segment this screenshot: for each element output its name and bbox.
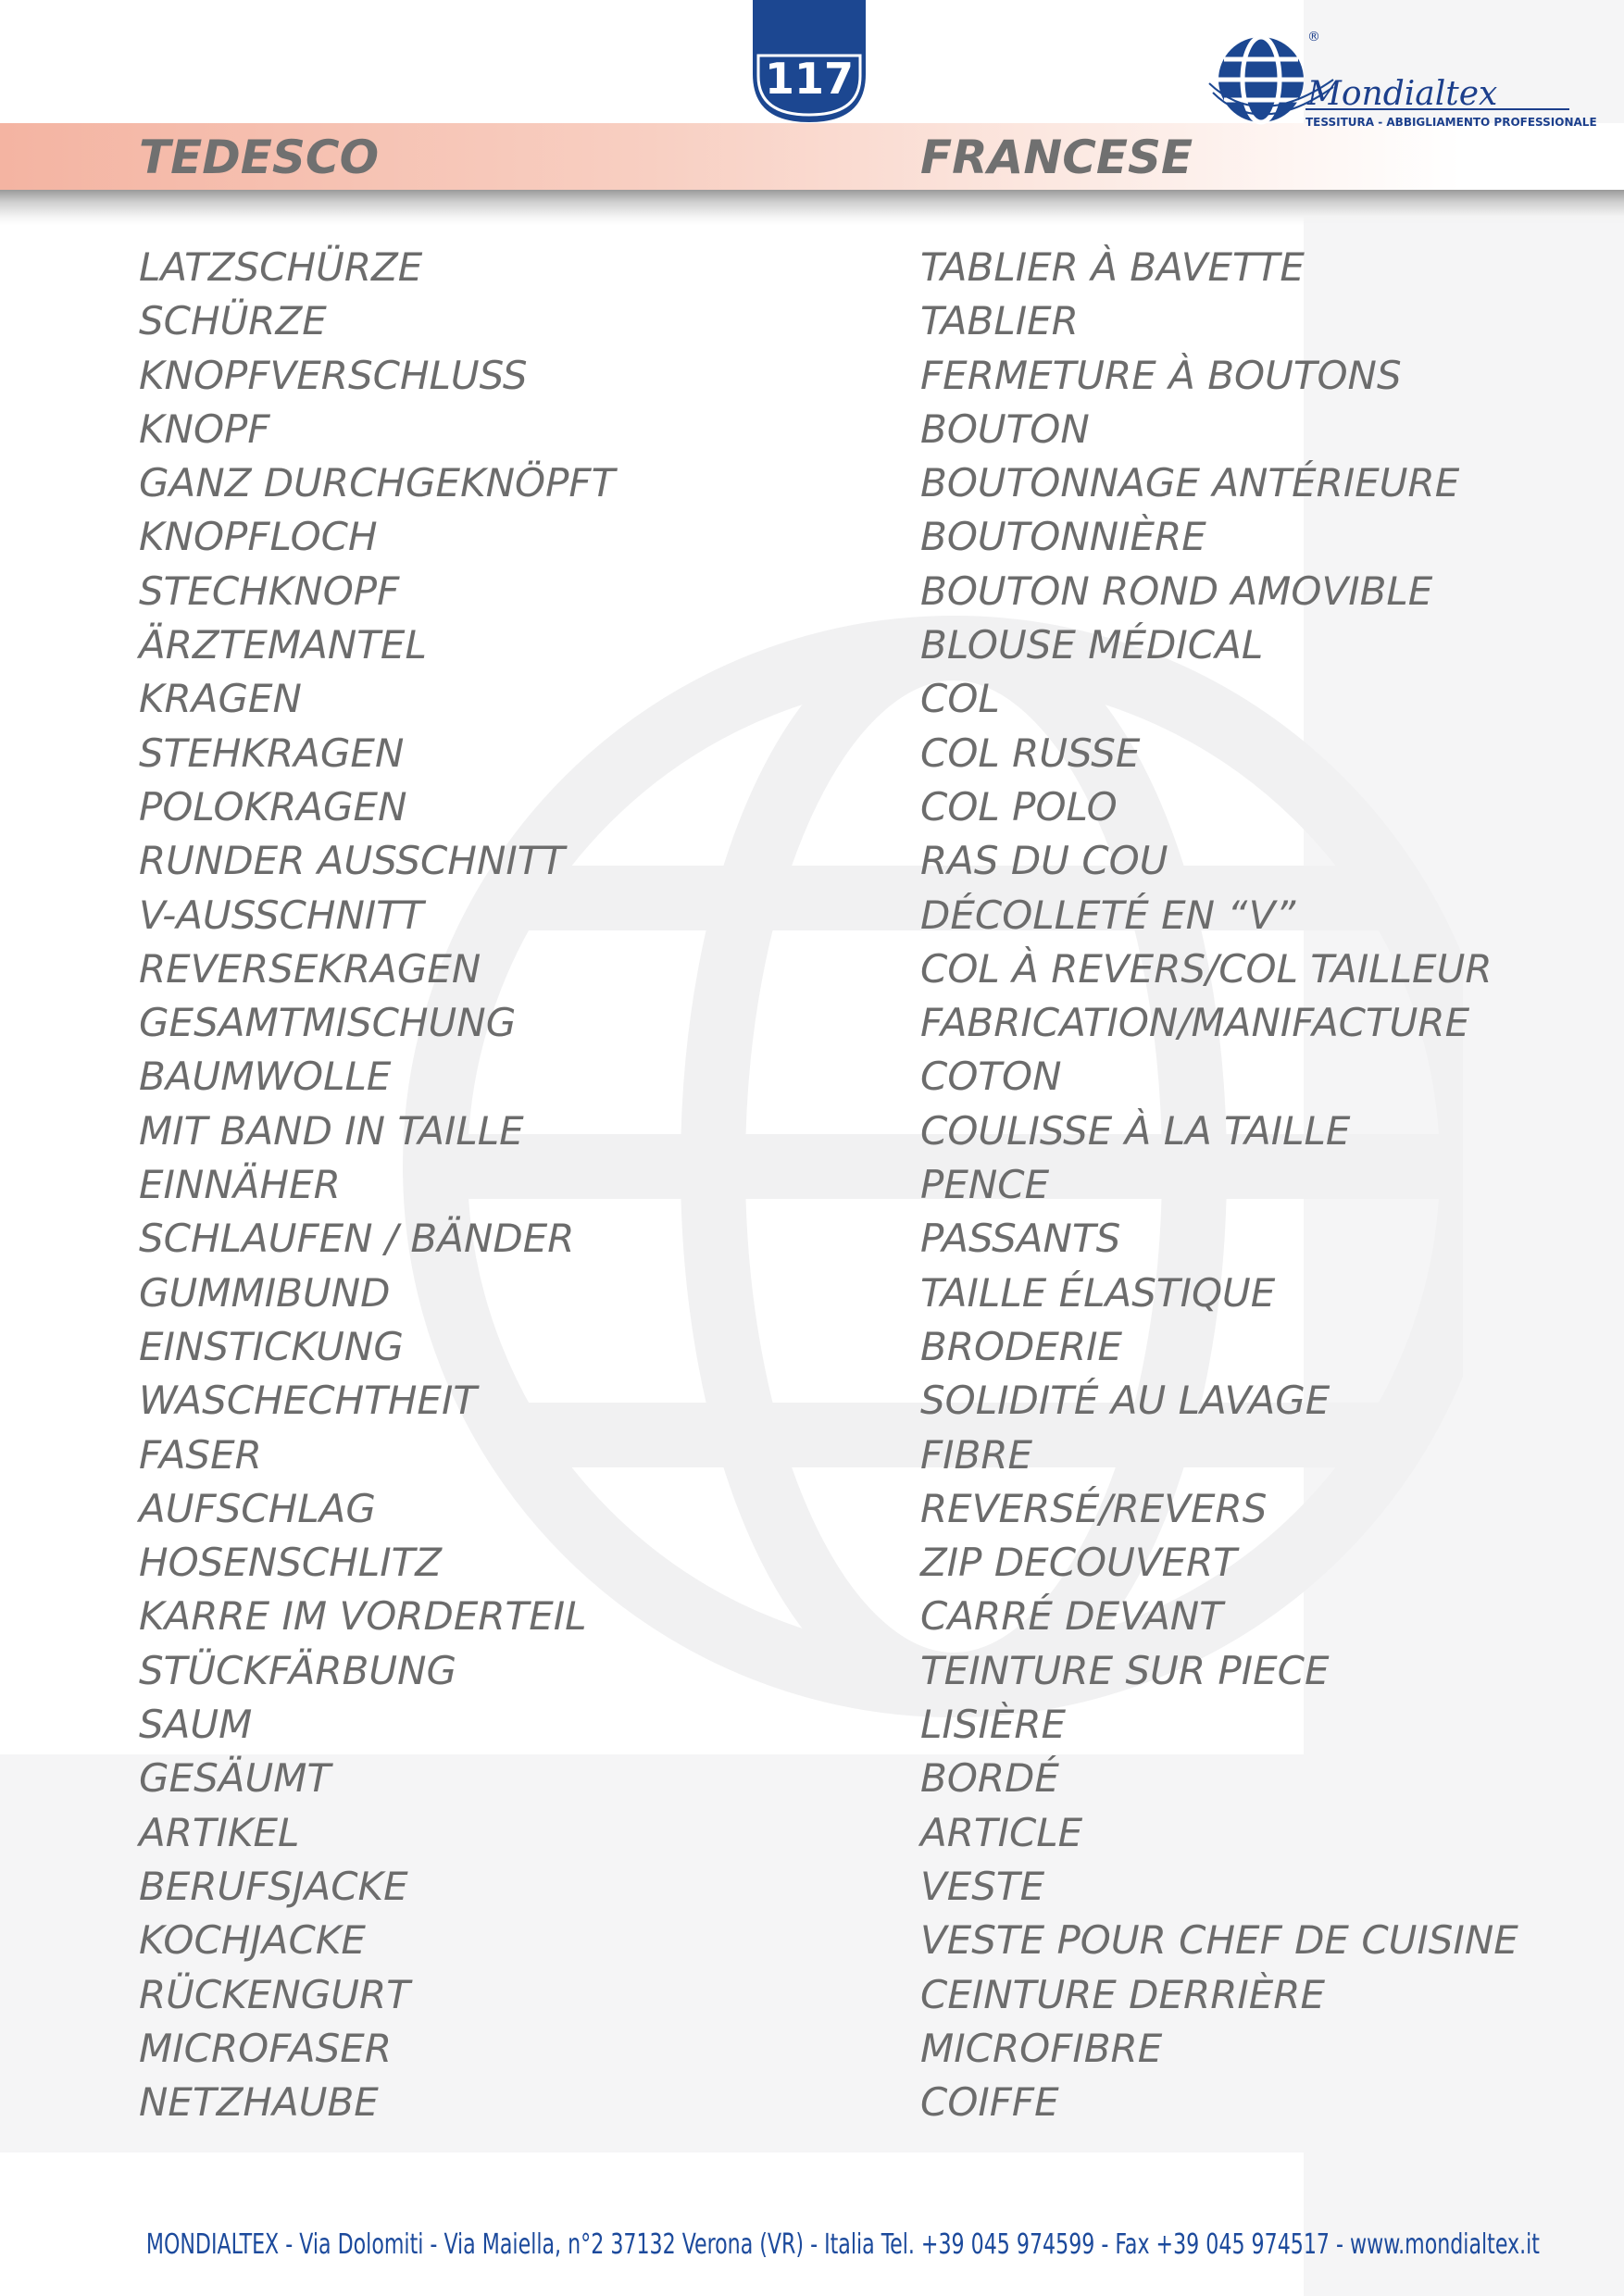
term-german: STECHKNOPF bbox=[139, 568, 400, 614]
glossary-row bbox=[0, 672, 1624, 726]
term-german: BAUMWOLLE bbox=[139, 1054, 392, 1100]
brand-tagline: TESSITURA - ABBIGLIAMENTO PROFESSIONALE bbox=[1305, 116, 1597, 129]
page-number-tab bbox=[753, 0, 866, 122]
term-german: ARTIKEL bbox=[139, 1809, 300, 1855]
term-german: STÜCKFÄRBUNG bbox=[139, 1647, 457, 1693]
term-french: COTON bbox=[920, 1054, 1062, 1100]
glossary-row bbox=[0, 1644, 1624, 1698]
term-french: FABRICATION/MANIFACTURE bbox=[920, 1000, 1470, 1046]
term-french: COL POLO bbox=[920, 783, 1118, 830]
glossary-row bbox=[0, 1860, 1624, 1914]
term-german: GANZ DURCHGEKNÖPFT bbox=[139, 460, 616, 506]
term-french: LISIÈRE bbox=[920, 1702, 1067, 1748]
glossary-row bbox=[0, 1968, 1624, 2022]
term-german: NETZHAUBE bbox=[139, 2079, 379, 2126]
term-french: FERMETURE À BOUTONS bbox=[920, 352, 1402, 398]
term-french: TABLIER À BAVETTE bbox=[920, 244, 1305, 290]
glossary-row bbox=[0, 565, 1624, 618]
glossary-row bbox=[0, 996, 1624, 1050]
term-german: FASER bbox=[139, 1431, 262, 1478]
term-french: COL À REVERS/COL TAILLEUR bbox=[920, 945, 1493, 992]
term-french: TABLIER bbox=[920, 298, 1079, 344]
term-german: EINSTICKUNG bbox=[139, 1323, 404, 1369]
term-french: RAS DU COU bbox=[920, 838, 1168, 884]
term-french: CARRÉ DEVANT bbox=[920, 1593, 1223, 1640]
glossary-row bbox=[0, 1536, 1624, 1590]
term-german: LATZSCHÜRZE bbox=[139, 244, 423, 290]
term-french: VESTE bbox=[920, 1863, 1045, 1909]
term-german: MIT BAND IN TAILLE bbox=[139, 1107, 524, 1154]
term-german: ÄRZTEMANTEL bbox=[139, 622, 427, 668]
column-heading-french: FRANCESE bbox=[920, 131, 1193, 184]
registered-mark: ® bbox=[1307, 30, 1320, 44]
term-german: SCHÜRZE bbox=[139, 298, 327, 344]
footer-contact: MONDIALTEX - Via Dolomiti - Via Maiella, n°2 37132 Verona (VR) - Italia Tel. +39 045 974599 - Fax +39 045 974517 - www.mondialtex.it bbox=[145, 2228, 1540, 2261]
term-french: ZIP DECOUVERT bbox=[920, 1540, 1237, 1586]
glossary-row bbox=[0, 1752, 1624, 1805]
glossary-row bbox=[0, 2022, 1624, 2076]
term-german: REVERSEKRAGEN bbox=[139, 945, 481, 992]
term-german: GESÄUMT bbox=[139, 1755, 331, 1802]
term-french: COL RUSSE bbox=[920, 730, 1141, 776]
term-german: RUNDER AUSSCHNITT bbox=[139, 838, 566, 884]
term-german: KOCHJACKE bbox=[139, 1917, 366, 1964]
term-french: ARTICLE bbox=[920, 1809, 1083, 1855]
glossary-row bbox=[0, 1104, 1624, 1158]
term-french: FIBRE bbox=[920, 1431, 1033, 1478]
term-french: MICROFIBRE bbox=[920, 2025, 1163, 2071]
glossary-row bbox=[0, 1590, 1624, 1643]
glossary-row bbox=[0, 1429, 1624, 1482]
brand-name: Mondialtex bbox=[1307, 75, 1498, 113]
glossary-row bbox=[0, 403, 1624, 456]
term-french: CEINTURE DERRIÈRE bbox=[920, 1971, 1326, 2017]
term-french: REVERSÉ/REVERS bbox=[920, 1485, 1268, 1531]
term-french: VESTE POUR CHEF DE CUISINE bbox=[920, 1917, 1518, 1964]
term-german: KRAGEN bbox=[139, 676, 302, 722]
glossary-row bbox=[0, 1212, 1624, 1266]
term-french: BOUTON ROND AMOVIBLE bbox=[920, 568, 1433, 614]
page-number: 117 bbox=[764, 54, 855, 104]
glossary-row bbox=[0, 1374, 1624, 1428]
term-french: BORDÉ bbox=[920, 1755, 1059, 1802]
glossary-row bbox=[0, 349, 1624, 403]
term-french: COULISSE À LA TAILLE bbox=[920, 1107, 1351, 1154]
term-german: KNOPFVERSCHLUSS bbox=[139, 352, 528, 398]
glossary-row bbox=[0, 942, 1624, 996]
glossary-row bbox=[0, 241, 1624, 294]
term-french: COIFFE bbox=[920, 2079, 1059, 2126]
term-french: BLOUSE MÉDICAL bbox=[920, 622, 1264, 668]
term-german: KARRE IM VORDERTEIL bbox=[139, 1593, 587, 1640]
glossary-row bbox=[0, 889, 1624, 942]
term-french: PASSANTS bbox=[920, 1216, 1121, 1262]
column-heading-german: TEDESCO bbox=[139, 131, 380, 184]
glossary-row bbox=[0, 727, 1624, 780]
glossary-row bbox=[0, 1267, 1624, 1320]
term-german: EINNÄHER bbox=[139, 1162, 341, 1208]
glossary-row bbox=[0, 1698, 1624, 1752]
term-french: BOUTONNIÈRE bbox=[920, 514, 1206, 560]
glossary-row bbox=[0, 1482, 1624, 1536]
term-german: V-AUSSCHNITT bbox=[139, 892, 424, 938]
term-german: MICROFASER bbox=[139, 2025, 392, 2071]
glossary-row bbox=[0, 780, 1624, 834]
term-german: GESAMTMISCHUNG bbox=[139, 1000, 517, 1046]
term-german: WASCHECHTHEIT bbox=[139, 1378, 477, 1424]
term-german: KNOPF bbox=[139, 406, 270, 452]
term-french: TEINTURE SUR PIECE bbox=[920, 1647, 1330, 1693]
glossary-row bbox=[0, 2076, 1624, 2129]
term-german: RÜCKENGURT bbox=[139, 1971, 410, 2017]
glossary-row bbox=[0, 456, 1624, 510]
term-german: BERUFSJACKE bbox=[139, 1863, 408, 1909]
brand-logo bbox=[1204, 28, 1597, 134]
term-german: SCHLAUFEN / BÄNDER bbox=[139, 1216, 575, 1262]
term-french: DÉCOLLETÉ EN “V” bbox=[920, 892, 1296, 938]
term-french: BOUTONNAGE ANTÉRIEURE bbox=[920, 460, 1460, 506]
term-german: STEHKRAGEN bbox=[139, 730, 405, 776]
term-french: BOUTON bbox=[920, 406, 1090, 452]
term-german: HOSENSCHLITZ bbox=[139, 1540, 443, 1586]
glossary-row bbox=[0, 1320, 1624, 1374]
glossary-row bbox=[0, 834, 1624, 888]
term-german: KNOPFLOCH bbox=[139, 514, 378, 560]
glossary-row bbox=[0, 294, 1624, 348]
term-german: AUFSCHLAG bbox=[139, 1485, 376, 1531]
glossary-row bbox=[0, 1158, 1624, 1212]
glossary-row bbox=[0, 1806, 1624, 1860]
term-french: TAILLE ÉLASTIQUE bbox=[920, 1269, 1276, 1316]
term-french: SOLIDITÉ AU LAVAGE bbox=[920, 1378, 1330, 1424]
glossary-row bbox=[0, 618, 1624, 672]
glossary-row bbox=[0, 1914, 1624, 1967]
term-german: POLOKRAGEN bbox=[139, 783, 407, 830]
glossary-row bbox=[0, 1050, 1624, 1104]
term-french: COL bbox=[920, 676, 1000, 722]
term-german: SAUM bbox=[139, 1702, 253, 1748]
term-french: PENCE bbox=[920, 1162, 1050, 1208]
header-shadow bbox=[0, 190, 1624, 225]
glossary-list bbox=[0, 241, 1624, 2129]
glossary-row bbox=[0, 510, 1624, 564]
term-german: GUMMIBUND bbox=[139, 1269, 391, 1316]
term-french: BRODERIE bbox=[920, 1323, 1123, 1369]
